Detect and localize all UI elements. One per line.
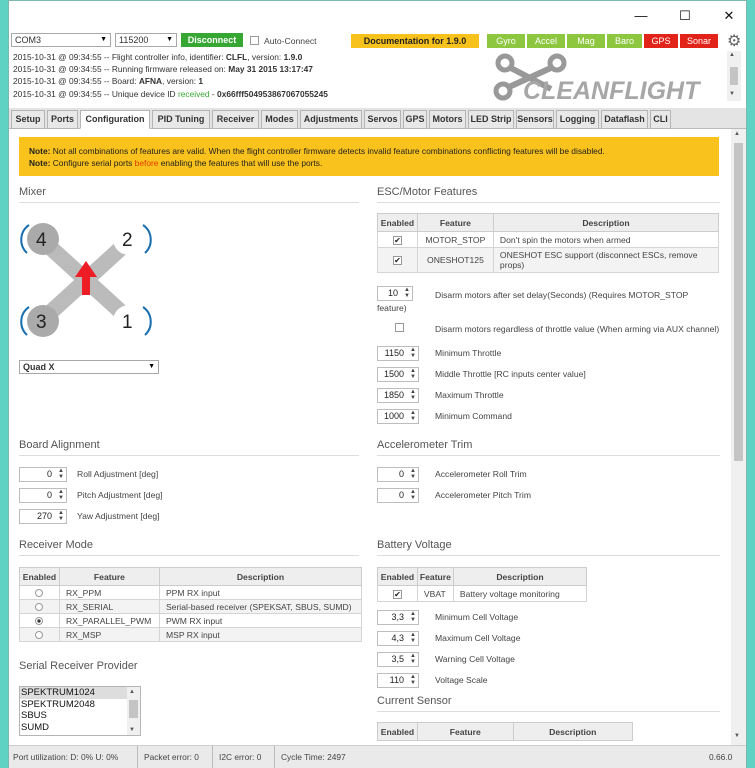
- number-input[interactable]: [377, 488, 419, 503]
- spinner-icon[interactable]: ▲ ▼: [58, 489, 64, 501]
- spinner-icon[interactable]: ▲ ▼: [410, 389, 416, 401]
- tab-gps[interactable]: GPS: [403, 110, 427, 129]
- input-label: Roll Adjustment [deg]: [77, 469, 159, 479]
- number-input[interactable]: [377, 409, 419, 424]
- feature-name: ONESHOT125: [417, 248, 493, 273]
- spinner-icon[interactable]: ▲ ▼: [410, 347, 416, 359]
- disarm-throttle-label: Disarm motors regardless of throttle value (When arming via AUX channel): [435, 324, 720, 334]
- svg-text:CLEANFLIGHT: CLEANFLIGHT: [523, 77, 700, 103]
- chevron-down-icon: ▼: [100, 36, 107, 43]
- input-value: 0: [46, 469, 52, 479]
- column-header: Description: [159, 568, 361, 586]
- serial-receiver-title: Serial Receiver Provider: [19, 660, 138, 672]
- input-label: Maximum Cell Voltage: [435, 633, 521, 643]
- number-input[interactable]: [377, 610, 419, 625]
- input-label: Minimum Command: [435, 411, 512, 421]
- motor-label: 4: [36, 230, 47, 251]
- spinner-icon[interactable]: ▲ ▼: [410, 653, 416, 665]
- esc-feature-table: [377, 213, 719, 273]
- chevron-down-icon: ▼: [148, 363, 155, 370]
- note-label: Note:: [29, 158, 51, 168]
- spinner-icon[interactable]: ▲ ▼: [410, 410, 416, 422]
- input-value: 1850: [383, 390, 404, 400]
- note-text: Configure serial ports: [50, 158, 135, 168]
- number-input[interactable]: [377, 388, 419, 403]
- log-timestamp: 2015-10-31 @ 09:34:55 --: [13, 88, 112, 99]
- input-value: 0: [398, 490, 404, 500]
- spinner-icon[interactable]: ▲ ▼: [410, 674, 416, 686]
- port-utilization: Port utilization: D: 0% U: 0%: [13, 752, 119, 762]
- column-header: Feature: [417, 723, 513, 741]
- title-bar: [9, 1, 746, 31]
- table-row: [20, 586, 362, 600]
- input-label: Minimum Cell Voltage: [435, 612, 519, 622]
- spinner-icon[interactable]: ▲ ▼: [404, 287, 410, 299]
- receiver-radio[interactable]: [35, 589, 43, 597]
- number-input[interactable]: [19, 488, 67, 503]
- table-header-row: [378, 568, 587, 586]
- battery-table: [377, 567, 587, 602]
- feature-name: RX_MSP: [59, 628, 159, 642]
- input-value: 1000: [383, 411, 404, 421]
- tab-configuration[interactable]: Configuration: [80, 110, 150, 129]
- log-text: Running firmware released on:: [111, 64, 229, 75]
- tab-pid-tuning[interactable]: PID Tuning: [152, 110, 210, 129]
- enabled-cell: [378, 232, 418, 248]
- documentation-button[interactable]: Documentation for 1.9.0: [351, 34, 479, 48]
- table-row: [378, 232, 719, 248]
- sensor-mag: Mag: [567, 34, 605, 48]
- feature-description: Serial-based receiver (SPEKSAT, SBUS, SUMD): [159, 600, 361, 614]
- log-line: [13, 63, 473, 75]
- list-item[interactable]: SPEKTRUM1024: [20, 687, 140, 699]
- receiver-radio[interactable]: [35, 631, 43, 639]
- note-text: Not all combinations of features are valid. When the flight controller firmware detects invalid feature combinations conflicting features will be disabled.: [50, 146, 605, 156]
- column-header: Feature: [417, 568, 453, 586]
- column-header: Enabled: [378, 214, 418, 232]
- port-select[interactable]: [11, 33, 111, 47]
- input-label: Middle Throttle [RC inputs center value]: [435, 369, 586, 379]
- disarm-delay-value: 10: [387, 288, 398, 298]
- table-row: [20, 614, 362, 628]
- log-text: , version:: [162, 76, 199, 87]
- column-header: Feature: [417, 214, 493, 232]
- tab-modes[interactable]: Modes: [261, 110, 298, 129]
- content-scroll-thumb[interactable]: [734, 143, 743, 461]
- input-label: Pitch Adjustment [deg]: [77, 490, 163, 500]
- table-header-row: [20, 568, 362, 586]
- disarm-throttle-checkbox[interactable]: [395, 323, 404, 332]
- list-scroll-thumb[interactable]: [129, 700, 138, 718]
- current-sensor-title: Current Sensor: [377, 695, 720, 712]
- sensor-gyro: Gyro: [487, 34, 525, 48]
- log-value: 1.9.0: [283, 52, 303, 62]
- number-input[interactable]: [377, 346, 419, 361]
- number-input[interactable]: [377, 367, 419, 382]
- log-line: [13, 75, 473, 87]
- scroll-up-icon[interactable]: ▲: [129, 689, 135, 695]
- enabled-cell: [378, 248, 418, 273]
- log-value: May 31 2015 13:17:47: [228, 64, 313, 75]
- enabled-cell: [20, 614, 60, 628]
- cycle-time: Cycle Time: 2497: [274, 746, 346, 768]
- feature-description: Don't spin the motors when armed: [493, 232, 718, 248]
- feature-name: RX_PARALLEL_PWM: [59, 614, 159, 628]
- column-header: Enabled: [378, 723, 418, 741]
- input-label: Accelerometer Roll Trim: [435, 469, 527, 479]
- log-value: CLFL: [225, 52, 248, 62]
- column-header: Enabled: [378, 568, 418, 586]
- app-window: [8, 0, 747, 768]
- input-value: 0: [46, 490, 52, 500]
- tab-bar: [9, 108, 746, 129]
- battery-voltage-title: Battery Voltage: [377, 539, 720, 556]
- tab-servos[interactable]: Servos: [364, 110, 401, 129]
- number-input[interactable]: [377, 631, 419, 646]
- receiver-mode-title: Receiver Mode: [19, 539, 359, 556]
- vbat-checkbox[interactable]: ✔: [394, 589, 401, 599]
- tab-ports[interactable]: Ports: [47, 110, 78, 129]
- baud-value: 115200: [119, 35, 149, 45]
- table-row: [378, 248, 719, 273]
- log-text: Flight controller info, identifier:: [111, 52, 226, 62]
- sensor-accel: Accel: [527, 34, 565, 48]
- tab-dataflash[interactable]: Dataflash: [601, 110, 648, 129]
- feature-name: RX_PPM: [59, 586, 159, 600]
- spinner-icon[interactable]: ▲ ▼: [410, 368, 416, 380]
- feature-name: VBAT: [417, 586, 453, 602]
- i2c-error: I2C error: 0: [212, 746, 261, 768]
- input-label: Yaw Adjustment [deg]: [77, 511, 160, 521]
- input-value: 0: [398, 469, 404, 479]
- number-input[interactable]: [377, 652, 419, 667]
- tab-setup[interactable]: Setup: [11, 110, 45, 129]
- enabled-cell: [378, 586, 418, 602]
- receiver-radio[interactable]: [35, 603, 43, 611]
- log-value: AFNA: [138, 76, 163, 87]
- status-bar: [9, 745, 746, 768]
- feature-checkbox[interactable]: ✔: [394, 235, 401, 245]
- maximize-button[interactable]: ☐: [679, 8, 691, 23]
- log-value: 0x66fff504953867067055245: [217, 88, 328, 99]
- input-label: Voltage Scale: [435, 675, 488, 685]
- column-header: Enabled: [20, 568, 60, 586]
- log-text: Board:: [111, 76, 139, 87]
- tab-receiver[interactable]: Receiver: [212, 110, 259, 129]
- spinner-icon[interactable]: ▲ ▼: [410, 468, 416, 480]
- feature-description: Battery voltage monitoring: [453, 586, 586, 602]
- input-label: Maximum Throttle: [435, 390, 504, 400]
- motor-label: 2: [122, 230, 133, 251]
- tab-sensors[interactable]: Sensors: [516, 110, 554, 129]
- log-line: [13, 88, 473, 100]
- input-label: Minimum Throttle: [435, 348, 502, 358]
- baud-select[interactable]: [115, 33, 177, 47]
- note-text: enabling the features that will use the ports.: [158, 158, 323, 168]
- packet-error: Packet error: 0: [137, 746, 199, 768]
- sensor-sonar: Sonar: [680, 34, 718, 48]
- spinner-icon[interactable]: ▲ ▼: [410, 489, 416, 501]
- feature-name: RX_SERIAL: [59, 600, 159, 614]
- list-item[interactable]: SPEKTRUM2048: [21, 698, 95, 710]
- mixer-title: Mixer: [19, 186, 359, 203]
- log-value: 1: [198, 76, 204, 87]
- enabled-cell: [20, 628, 60, 642]
- input-label: Accelerometer Pitch Trim: [435, 490, 531, 500]
- log-timestamp: 2015-10-31 @ 09:34:55 --: [13, 64, 112, 75]
- feature-description: MSP RX input: [159, 628, 361, 642]
- feature-description: PWM RX input: [159, 614, 361, 628]
- tab-motors[interactable]: Motors: [429, 110, 466, 129]
- log-timestamp: 2015-10-31 @ 09:34:55 --: [13, 52, 112, 62]
- esc-title: ESC/Motor Features: [377, 186, 720, 203]
- input-label: Warning Cell Voltage: [435, 654, 515, 664]
- input-value: 270: [36, 511, 52, 521]
- chevron-down-icon: ▼: [166, 36, 173, 43]
- log-text: -: [209, 88, 218, 99]
- column-header: Description: [513, 723, 633, 741]
- tab-cli[interactable]: CLI: [650, 110, 671, 129]
- mixer-select[interactable]: [19, 360, 159, 374]
- motor-label: 3: [36, 312, 47, 333]
- input-value: 1150: [384, 348, 404, 358]
- spinner-icon[interactable]: ▲ ▼: [58, 510, 64, 522]
- log-scroll-thumb[interactable]: [730, 67, 738, 85]
- log-text: Unique device ID: [111, 88, 178, 99]
- scroll-up-icon[interactable]: ▲: [729, 52, 735, 58]
- close-button[interactable]: ✕: [723, 8, 735, 23]
- receiver-mode-table: [19, 567, 362, 642]
- spinner-icon[interactable]: ▲ ▼: [410, 632, 416, 644]
- serial-receiver-list[interactable]: [19, 686, 141, 736]
- minimize-button[interactable]: —: [634, 8, 648, 23]
- list-item[interactable]: SUMD: [21, 721, 49, 733]
- sensor-baro: Baro: [607, 34, 642, 48]
- scroll-down-icon[interactable]: ▼: [729, 91, 735, 97]
- enabled-cell: [20, 586, 60, 600]
- column-header: Description: [453, 568, 586, 586]
- tab-led-strip[interactable]: LED Strip: [468, 110, 514, 129]
- input-value: 1500: [383, 369, 404, 379]
- tab-logging[interactable]: Logging: [556, 110, 599, 129]
- log-text: , version:: [247, 52, 284, 62]
- content-scrollbar[interactable]: [731, 129, 746, 745]
- number-input[interactable]: [377, 673, 419, 688]
- motor-label: 1: [122, 312, 133, 333]
- feature-name: MOTOR_STOP: [417, 232, 493, 248]
- table-header-row: [378, 214, 719, 232]
- number-input[interactable]: [19, 509, 67, 524]
- table-row: [20, 628, 362, 642]
- table-row: [378, 586, 587, 602]
- table-row: [20, 600, 362, 614]
- mixer-value: Quad X: [23, 362, 55, 372]
- tab-adjustments[interactable]: Adjustments: [300, 110, 362, 129]
- input-value: 4,3: [391, 633, 404, 643]
- feature-checkbox[interactable]: ✔: [394, 256, 401, 265]
- spinner-icon[interactable]: ▲ ▼: [410, 611, 416, 623]
- notice-box: [19, 137, 719, 176]
- current-sensor-table: [377, 722, 633, 741]
- app-version: 0.66.0: [709, 752, 733, 762]
- configuration-panel: [9, 129, 731, 745]
- input-value: 3,5: [391, 654, 404, 664]
- accelerometer-trim-title: Accelerometer Trim: [377, 439, 720, 456]
- log-panel: [13, 51, 473, 100]
- receiver-radio[interactable]: [35, 617, 43, 625]
- input-value: 110: [389, 675, 404, 685]
- disconnect-button[interactable]: Disconnect: [181, 33, 243, 47]
- cleanflight-logo: [479, 49, 719, 103]
- number-input[interactable]: [19, 467, 67, 482]
- input-value: 3,3: [391, 612, 404, 622]
- spinner-icon[interactable]: ▲ ▼: [58, 468, 64, 480]
- enabled-cell: [20, 600, 60, 614]
- log-status: received: [177, 88, 210, 99]
- auto-connect-label: Auto-Connect: [264, 36, 317, 46]
- mixer-diagram: [17, 217, 157, 347]
- disarm-delay-label: Disarm motors after set delay(Seconds) (Requires MOTOR_STOP feature): [377, 290, 689, 313]
- log-line: [13, 51, 473, 63]
- table-header-row: [378, 723, 633, 741]
- number-input[interactable]: [377, 467, 419, 482]
- gear-icon[interactable]: ⚙: [727, 33, 742, 50]
- sensor-gps: GPS: [644, 34, 678, 48]
- feature-description: PPM RX input: [159, 586, 361, 600]
- list-item[interactable]: SBUS: [21, 710, 47, 721]
- column-header: Description: [493, 214, 718, 232]
- board-alignment-title: Board Alignment: [19, 439, 359, 456]
- note-emphasis: before: [134, 158, 159, 168]
- port-value: COM3: [15, 35, 42, 45]
- log-timestamp: 2015-10-31 @ 09:34:55 --: [13, 76, 112, 87]
- auto-connect-checkbox[interactable]: [250, 36, 259, 45]
- log-scrollbar[interactable]: [727, 51, 741, 101]
- list-scrollbar[interactable]: [127, 687, 140, 735]
- column-header: Feature: [59, 568, 159, 586]
- note-label: Note:: [29, 146, 51, 156]
- feature-description: ONESHOT ESC support (disconnect ESCs, remove props): [493, 248, 718, 273]
- scroll-down-icon[interactable]: ▼: [129, 727, 135, 733]
- scroll-up-icon[interactable]: ▲: [734, 131, 740, 137]
- scroll-down-icon[interactable]: ▼: [734, 733, 740, 739]
